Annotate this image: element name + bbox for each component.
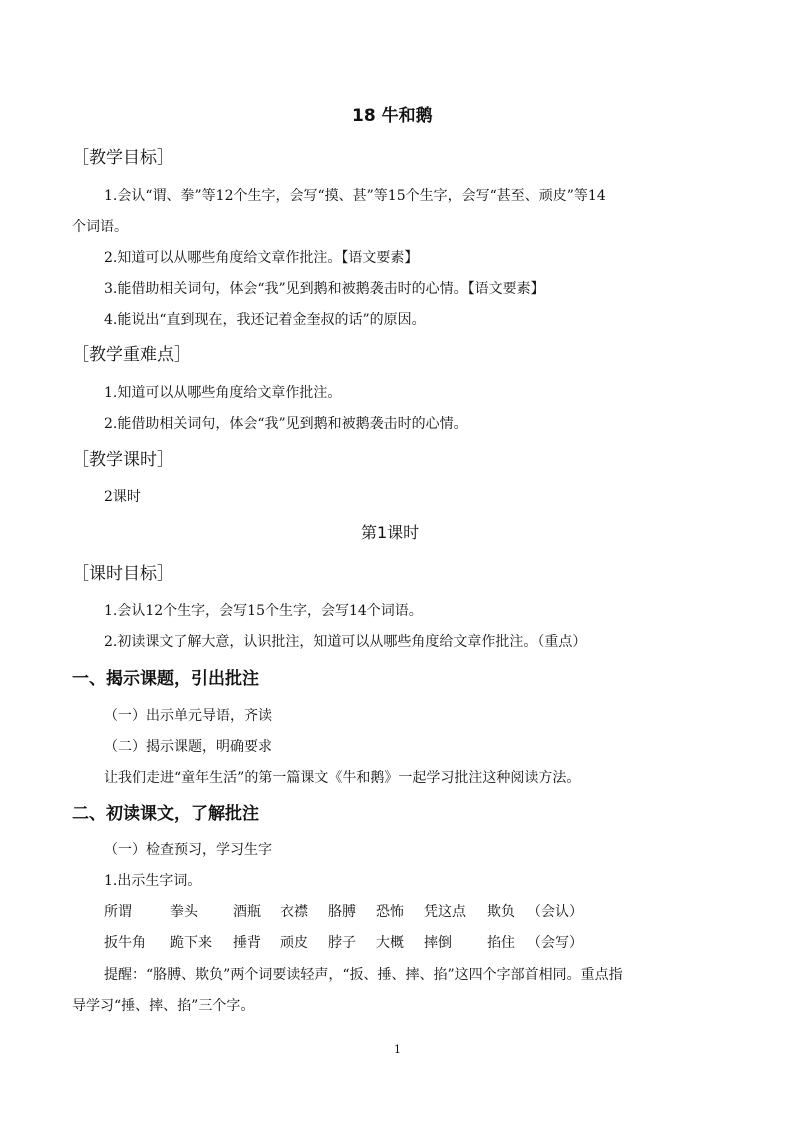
part-one-item: 让我们走进“童年生活”的第一篇课文《牛和鹅》一起学习批注这种阅读方法。 [104,770,581,786]
vocab-tag: （会认） [527,904,583,920]
part-two-heading: 二、初读课文，了解批注 [72,804,259,824]
objective-item: 2.知道可以从哪些角度给文章作批注。【语文要素】 [104,250,419,266]
section-heading-lesson-objectives: ［课时目标］ [72,564,174,584]
objective-item: 个词语。 [72,219,128,235]
section-heading-hours: ［教学课时］ [72,450,174,470]
part-two-item: （一）检查预习，学习生字 [104,842,272,858]
reminder-text: 提醒：“胳膊、欺负”两个词要读轻声，“扳、捶、摔、掐”这四个字部首相同。重点指 [104,967,623,983]
vocab-tag: （会写） [527,935,583,951]
part-two-item: 1.出示生字词。 [104,873,202,889]
hours-text: 2课时 [104,489,141,505]
vocab-word: 跪下来 [170,935,212,951]
key-point-item: 1.知道可以从哪些角度给文章作批注。 [104,385,342,401]
vocab-word: 欺负 [487,904,515,920]
vocab-word: 脖子 [328,935,356,951]
part-one-item: （二）揭示课题，明确要求 [104,739,272,755]
page-number: 1 [394,1043,401,1056]
vocab-word: 拳头 [170,904,198,920]
vocab-word: 顽皮 [280,935,308,951]
vocab-word: 胳膊 [328,904,356,920]
vocab-word: 大概 [376,935,404,951]
vocab-word: 衣襟 [280,904,308,920]
lesson-objective-item: 1.会认12个生字，会写15个生字，会写14个词语。 [104,603,423,619]
part-one-item: （一）出示单元导语，齐读 [104,708,272,724]
lesson-heading: 第1课时 [361,523,420,542]
objective-item: 1.会认“谓、拳”等12个生字，会写“摸、甚”等15个生字，会写“甚至、顽皮”等14 [104,188,606,204]
objective-item: 3.能借助相关词句，体会“我”见到鹅和被鹅袭击时的心情。【语文要素】 [104,281,545,297]
document-title: 18 牛和鹅 [352,106,433,126]
key-point-item: 2.能借助相关词句，体会“我”见到鹅和被鹅袭击时的心情。 [104,416,468,432]
part-one-heading: 一、揭示课题，引出批注 [72,669,259,689]
section-heading-objectives: ［教学目标］ [72,148,174,168]
vocab-word: 恐怖 [376,904,404,920]
vocab-word: 摔倒 [424,935,452,951]
objective-item: 4.能说出“直到现在，我还记着金奎叔的话”的原因。 [104,312,426,328]
reminder-text: 导学习“捶、摔、掐”三个字。 [72,998,255,1014]
vocab-word: 捶背 [233,935,261,951]
vocab-word: 所谓 [104,904,132,920]
lesson-objective-item: 2.初读课文了解大意，认识批注，知道可以从哪些角度给文章作批注。（重点） [104,634,587,650]
vocab-word: 扳牛角 [104,935,146,951]
vocab-word: 掐住 [487,935,515,951]
vocab-word: 酒瓶 [233,904,261,920]
vocab-word: 凭这点 [424,904,466,920]
section-heading-key-points: ［教学重难点］ [72,345,191,365]
